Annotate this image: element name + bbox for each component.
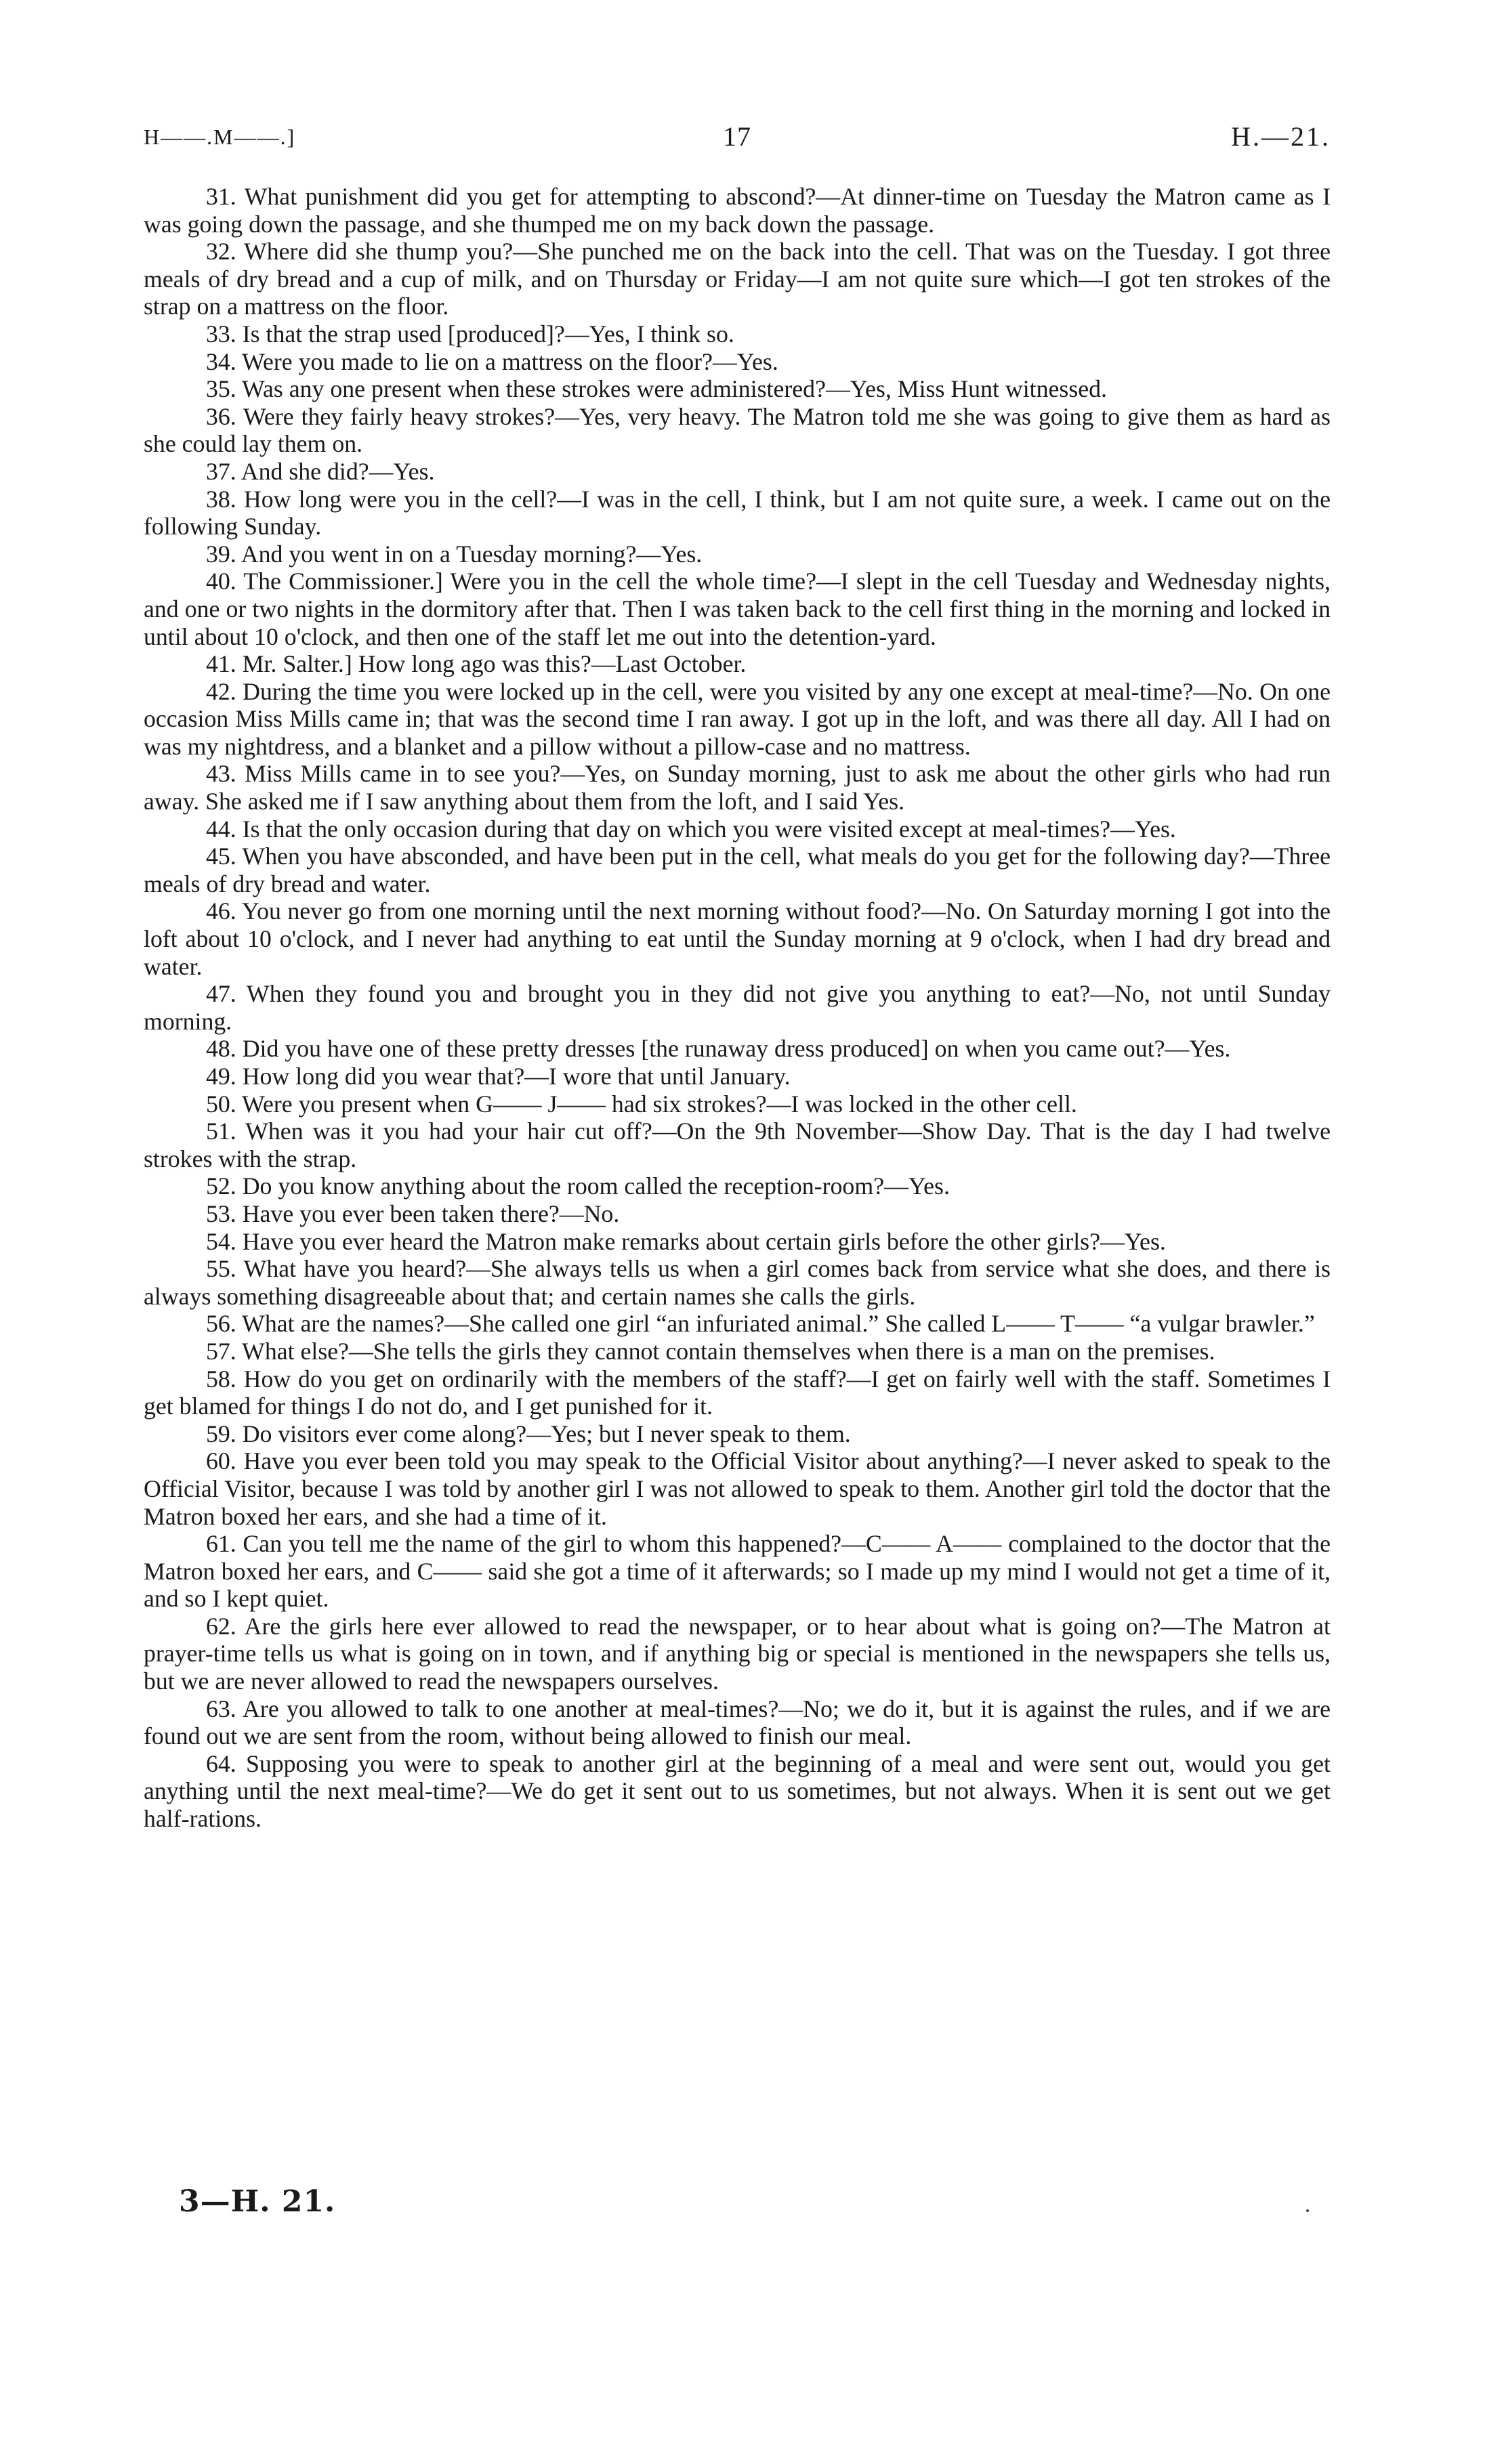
paragraph-55: 55. What have you heard?—She always tells us when a girl comes back from service what she does, and there is always something disagreeable about that; and certain names she calls the girls. — [144, 1255, 1331, 1310]
page-number: 17 — [723, 121, 751, 152]
paragraph-47: 47. When they found you and brought you in they did not give you anything to eat?—No, not until Sunday morning. — [144, 980, 1331, 1035]
paragraph-54: 54. Have you ever heard the Matron make remarks about certain girls before the other girls?—Yes. — [206, 1227, 1166, 1255]
paragraph-41: 41. Mr. Salter.] How long ago was this?—Last October. — [206, 650, 747, 678]
page-header — [144, 121, 1331, 161]
running-head-left: H——.M——.] — [144, 125, 296, 149]
paragraph-48: 48. Did you have one of these pretty dresses [the runaway dress produced] on when you came out?—Yes. — [206, 1035, 1231, 1063]
paragraph-31: 31. What punishment did you get for attempting to abscond?—At dinner-time on Tuesday the Matron came as I was going down the passage, and she thumped me on my back down the passage. — [144, 183, 1331, 238]
paragraph-37: 37. And she did?—Yes. — [206, 457, 435, 485]
paragraph-58: 58. How do you get on ordinarily with the members of the staff?—I get on fairly well with the staff. Sometimes I get blamed for things I do not do, and I get punished for it. — [144, 1365, 1331, 1420]
paragraph-43: 43. Miss Mills came in to see you?—Yes, on Sunday morning, just to ask me about the other girls who had run away. She asked me if I saw anything about them from the loft, and I said Yes. — [144, 760, 1331, 815]
paragraph-38: 38. How long were you in the cell?—I was in the cell, I think, but I am not quite sure, a week. I came out on the following Sunday. — [144, 485, 1331, 540]
paragraph-34: 34. Were you made to lie on a mattress on the floor?—Yes. — [206, 347, 778, 375]
running-head-right: H.—21. — [1231, 121, 1331, 152]
paragraph-57: 57. What else?—She tells the girls they cannot contain themselves when there is a man on the premises. — [206, 1337, 1215, 1365]
paragraph-60: 60. Have you ever been told you may speak to the Official Visitor about anything?—I never asked to speak to the Official Visitor, because I was told by another girl I was not allowed to speak to them. Another girl told the doctor that the Matron boxed her ears, and she had a time of it. — [144, 1447, 1331, 1530]
paragraph-45: 45. When you have absconded, and have been put in the cell, what meals do you get for the following day?—Three meals of dry bread and water. — [144, 843, 1331, 897]
paragraph-36: 36. Were they fairly heavy strokes?—Yes, very heavy. The Matron told me she was going to give them as hard as she could lay them on. — [144, 402, 1331, 458]
paragraph-53: 53. Have you ever been taken there?—No. — [206, 1199, 620, 1227]
paragraph-59: 59. Do visitors ever come along?—Yes; but I never speak to them. — [206, 1420, 851, 1447]
paragraph-64: 64. Supposing you were to speak to another girl at the beginning of a meal and were sent out, would you get anything until the next meal-time?—We do get it sent out to us sometimes, but not always. When it is sent out we get half-rations. — [144, 1749, 1331, 1833]
paragraph-40: 40. The Commissioner.] Were you in the cell the whole time?—I slept in the cell Tuesday and Wednesday nights, and one or two nights in the dormitory after that. Then I was taken back to the cell first thing in the morning and locked in until about 10 o'clock, and then one of the staff let me out into the detention-yard. — [144, 568, 1331, 650]
paragraph-39: 39. And you went in on a Tuesday morning?—Yes. — [206, 540, 703, 568]
paragraph-52: 52. Do you know anything about the room called the reception-room?—Yes. — [206, 1172, 950, 1200]
paragraph-46: 46. You never go from one morning until the next morning without food?—No. On Saturday morning I got into the loft about 10 o'clock, and I never had anything to eat until the Sunday morning at 9 o'clock, when I had dry bread and water. — [144, 897, 1331, 980]
signature-mark: 3—H. 21. — [179, 2184, 336, 2219]
paragraph-51: 51. When was it you had your hair cut off?—On the 9th November—Show Day. That is the day I had twelve strokes with the strap. — [144, 1118, 1331, 1172]
paragraph-49: 49. How long did you wear that?—I wore that until January. — [206, 1063, 791, 1090]
paragraph-35: 35. Was any one present when these strokes were administered?—Yes, Miss Hunt witnessed. — [206, 375, 1107, 403]
paragraph-42: 42. During the time you were locked up in the cell, were you visited by any one except at meal-time?—No. On one occasion Miss Mills came in; that was the second time I ran away. I got up in the loft, and was there all day. All I had on was my nightdress, and a blanket and a pillow without a pillow-case and no mattress. — [144, 677, 1331, 760]
paragraph-50: 50. Were you present when G—— J—— had six strokes?—I was locked in the other cell. — [206, 1090, 1077, 1118]
paragraph-61: 61. Can you tell me the name of the girl to whom this happened?—C—— A—— complained to the doctor that the Matron boxed her ears, and C—— said she got a time of it afterwards; so I made up my mind I would not get a time of it, and so I kept quiet. — [144, 1530, 1331, 1613]
paragraph-32: 32. Where did she thump you?—She punched me on the back into the cell. That was on the Tuesday. I got three meals of dry bread and a cup of milk, and on Thursday or Friday—I am not quite sure which—I got ten strokes of the strap on a mattress on the floor. — [144, 238, 1331, 320]
paragraph-63: 63. Are you allowed to talk to one another at meal-times?—No; we do it, but it is against the rules, and if we are found out we are sent from the room, without being allowed to finish our meal. — [144, 1695, 1331, 1750]
document-body — [144, 183, 1331, 1833]
print-speck — [1306, 2209, 1309, 2212]
paragraph-62: 62. Are the girls here ever allowed to read the newspaper, or to hear about what is going on?—The Matron at prayer-time tells us what is going on in town, and if anything big or special is mentioned in the newspapers she tells us, but we are never allowed to read the newspapers ourselves. — [144, 1612, 1331, 1695]
paragraph-44: 44. Is that the only occasion during that day on which you were visited except at meal-times?—Yes. — [206, 815, 1176, 843]
paragraph-56: 56. What are the names?—She called one girl “an infuriated animal.” She called L—— T—— “a vulgar brawler.” — [206, 1310, 1315, 1338]
paragraph-33: 33. Is that the strap used [produced]?—Yes, I think so. — [206, 320, 734, 347]
